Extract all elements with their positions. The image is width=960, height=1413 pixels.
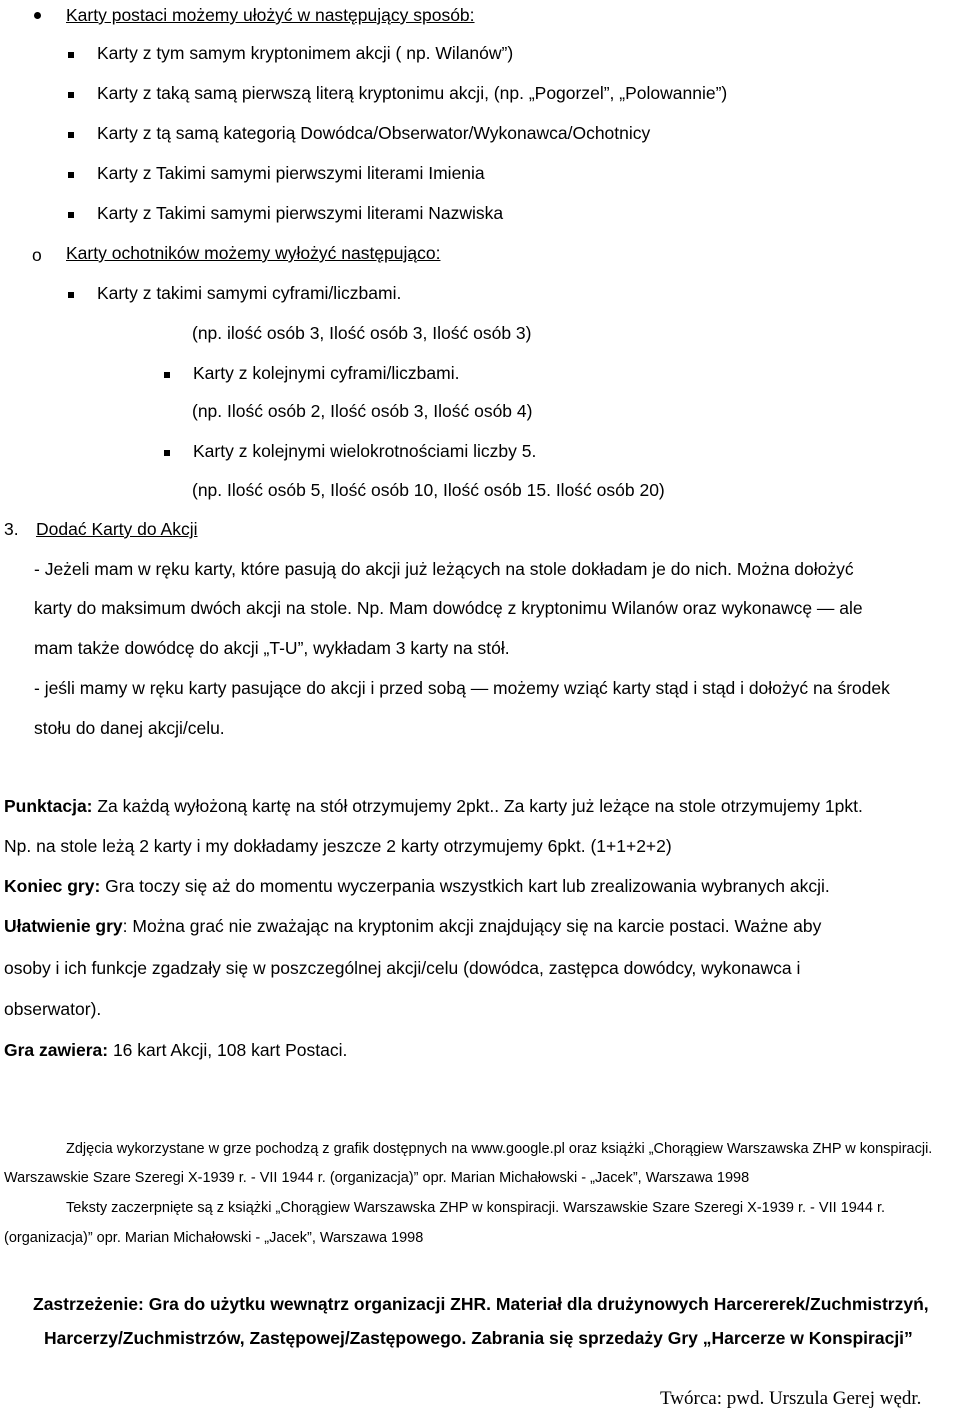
bullet-square (164, 372, 170, 378)
ease-label: Ułatwienie gry (4, 916, 123, 936)
paragraph-line: karty do maksimum dwóch akcji na stole. Np. Mam dowódcę z kryptonimu Wilanów oraz wykonawcę — ale (34, 598, 863, 618)
bullet-square (68, 172, 74, 178)
end-line: Koniec gry: Gra toczy się aż do momentu wyczerpania wszystkich kart lub zrealizowania wybranych akcji. (4, 876, 830, 896)
scoring-line: Punktacja: Za każdą wyłożoną kartę na stół otrzymujemy 2pkt.. Za karty już leżące na stole otrzymujemy 1pkt. (4, 796, 863, 816)
ease-line: Ułatwienie gry: Można grać nie zważając na kryptonim akcji znajdujący się na karcie postaci. Ważne aby (4, 916, 822, 936)
author-signature: Twórca: pwd. Urszula Gerej wędr. (660, 1388, 922, 1409)
credits-line: Teksty zaczerpnięte są z książki „Chorągiew Warszawska ZHP w konspiracji. Warszawskie Szare Szeregi X-1939 r. - VII 1944 r. (66, 1200, 886, 1216)
paragraph-line: mam także dowódcę do akcji „T-U”, wykładam 3 karty na stół. (34, 638, 510, 658)
bullet-square (68, 52, 74, 58)
list-item: Karty z kolejnymi wielokrotnościami liczby 5. (193, 441, 537, 461)
paragraph-line: - Jeżeli mam w ręku karty, które pasują do akcji już leżących na stole dokładam je do nich. Można dołożyć (34, 559, 854, 579)
bullet-square (68, 292, 74, 298)
scoring-line-2: Np. na stole leżą 2 karty i my dokładamy jeszcze 2 karty otrzymujemy 6pkt. (1+1+2+2) (4, 836, 672, 856)
list-item: Karty z tym samym kryptonimem akcji ( np. Wilanów”) (97, 43, 514, 63)
list-heading: Karty postaci możemy ułożyć w następujący sposób: (66, 5, 475, 25)
bullet-square (164, 450, 170, 456)
ease-line-2: osoby i ich funkcje zgadzały się w poszczególnej akcji/celu (dowódca, zastępca dowódcy, wykonawca i (4, 958, 801, 978)
example-text: (np. Ilość osób 5, Ilość osób 10, Ilość osób 15. Ilość osób 20) (192, 480, 665, 500)
bullet-circle: o (32, 245, 42, 265)
list-item: Karty z Takimi samymi pierwszymi literami Nazwiska (97, 203, 504, 223)
section-title: Dodać Karty do Akcji (36, 519, 198, 539)
example-text: (np. Ilość osób 2, Ilość osób 3, Ilość osób 4) (192, 401, 533, 421)
contents-line: Gra zawiera: 16 kart Akcji, 108 kart Postaci. (4, 1040, 348, 1060)
bullet-square (68, 92, 74, 98)
section-number: 3. (4, 519, 19, 539)
bullet-square (68, 212, 74, 218)
credits-line: Warszawskie Szare Szeregi X-1939 r. - VII 1944 r. (organizacja)” opr. Marian Michałowski - „Jacek”, Warszawa 1998 (4, 1170, 750, 1186)
scoring-label: Punktacja: (4, 796, 93, 816)
list-item: Karty z kolejnymi cyframi/liczbami. (193, 363, 460, 383)
list-item: Karty z Takimi samymi pierwszymi literami Imienia (97, 163, 485, 183)
bullet-dot (34, 12, 41, 19)
paragraph-line: stołu do danej akcji/celu. (34, 718, 225, 738)
list-item: Karty z taką samą pierwszą literą kryptonimu akcji, (np. „Pogorzel”, „Polowannie”) (97, 83, 728, 103)
end-label: Koniec gry: (4, 876, 101, 896)
paragraph-line: - jeśli mamy w ręku karty pasujące do akcji i przed sobą — możemy wziąć karty stąd i stąd i dołożyć na środek (34, 678, 890, 698)
bullet-square (68, 132, 74, 138)
credits-line: Zdjęcia wykorzystane w grze pochodzą z grafik dostępnych na www.google.pl oraz książki „Chorągiew Warszawska ZHP w konspiracji. (66, 1141, 933, 1157)
list-item: Karty z takimi samymi cyframi/liczbami. (97, 283, 402, 303)
credits-line: (organizacja)” opr. Marian Michałowski - „Jacek”, Warszawa 1998 (4, 1230, 424, 1246)
contents-label: Gra zawiera: (4, 1040, 109, 1060)
notice-line: Zastrzeżenie: Gra do użytku wewnątrz organizacji ZHR. Materiał dla drużynowych Harcererek/Zuchmistrzyń, (33, 1294, 929, 1314)
list-item: Karty z tą samą kategorią Dowódca/Obserwator/Wykonawca/Ochotnicy (97, 123, 651, 143)
example-text: (np. ilość osób 3, Ilość osób 3, Ilość osób 3) (192, 323, 532, 343)
notice-line: Harcerzy/Zuchmistrzów, Zastępowej/Zastępowego. Zabrania się sprzedaży Gry „Harcerze w Konspiracji” (44, 1328, 913, 1348)
sub-heading: Karty ochotników możemy wyłożyć następująco: (66, 243, 441, 263)
ease-line-3: obserwator). (4, 999, 102, 1019)
